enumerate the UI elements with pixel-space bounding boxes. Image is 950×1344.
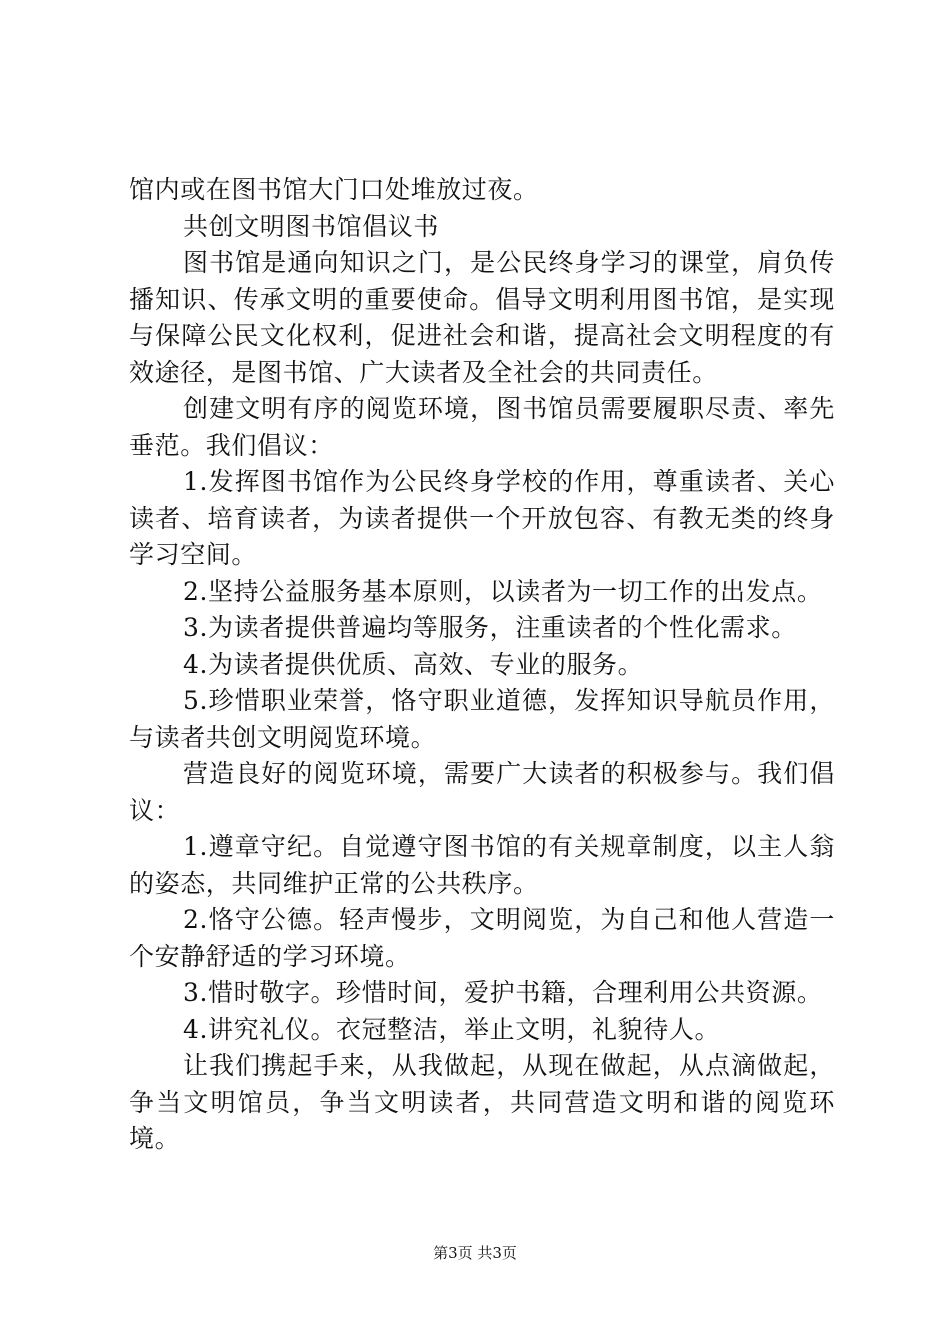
section-title: 共创文明图书馆倡议书 <box>183 211 440 241</box>
paragraph-intro: 图书馆是通向知识之门，是公民终身学习的课堂，肩负传播知识、传承文明的重要使命。倡导文明利用图书馆，是实现与保障公民文化权利，促进社会和谐，提高社会文明程度的有效途径，是图书馆、广大读者及全社会的共同责任。 <box>129 248 835 387</box>
list-item-librarian-3: 3.为读者提供普遍均等服务，注重读者的个性化需求。 <box>183 613 797 642</box>
list-item-reader-2: 2.恪守公德。轻声慢步，文明阅览，为自己和他人营造一个安静舒适的学习环境。 <box>129 905 835 971</box>
page-number-footer: 第3页 共3页 <box>433 1244 517 1262</box>
list-item-librarian-2: 2.坚持公益服务基本原则，以读者为一切工作的出发点。 <box>183 576 823 606</box>
paragraph-closing: 让我们携起手来，从我做起，从现在做起，从点滴做起，争当文明馆员，争当文明读者，共同营造文明和谐的阅览环境。 <box>129 1051 835 1153</box>
list-item-librarian-4: 4.为读者提供优质、高效、专业的服务。 <box>183 649 644 679</box>
list-item-librarian-5: 5.珍惜职业荣誉，恪守职业道德，发挥知识导航员作用，与读者共创文明阅览环境。 <box>129 686 835 752</box>
paragraph-continuation: 馆内或在图书馆大门口处堆放过夜。 <box>129 175 539 204</box>
list-item-reader-3: 3.惜时敬字。珍惜时间，爱护书籍，合理利用公共资源。 <box>183 978 823 1007</box>
paragraph-reader-proposal: 营造良好的阅览环境，需要广大读者的积极参与。我们倡议： <box>129 759 835 825</box>
document-body <box>129 172 835 1158</box>
list-item-reader-1: 1.遵章守纪。自觉遵守图书馆的有关规章制度，以主人翁的姿态，共同维护正常的公共秩序。 <box>129 832 835 898</box>
list-item-reader-4: 4.讲究礼仪。衣冠整洁，举止文明，礼貌待人。 <box>183 1014 721 1044</box>
paragraph-librarian-proposal: 创建文明有序的阅览环境，图书馆员需要履职尽责、率先垂范。我们倡议： <box>129 394 835 460</box>
list-item-librarian-1: 1.发挥图书馆作为公民终身学校的作用，尊重读者、关心读者、培育读者，为读者提供一个开放包容、有教无类的终身学习空间。 <box>129 467 835 569</box>
